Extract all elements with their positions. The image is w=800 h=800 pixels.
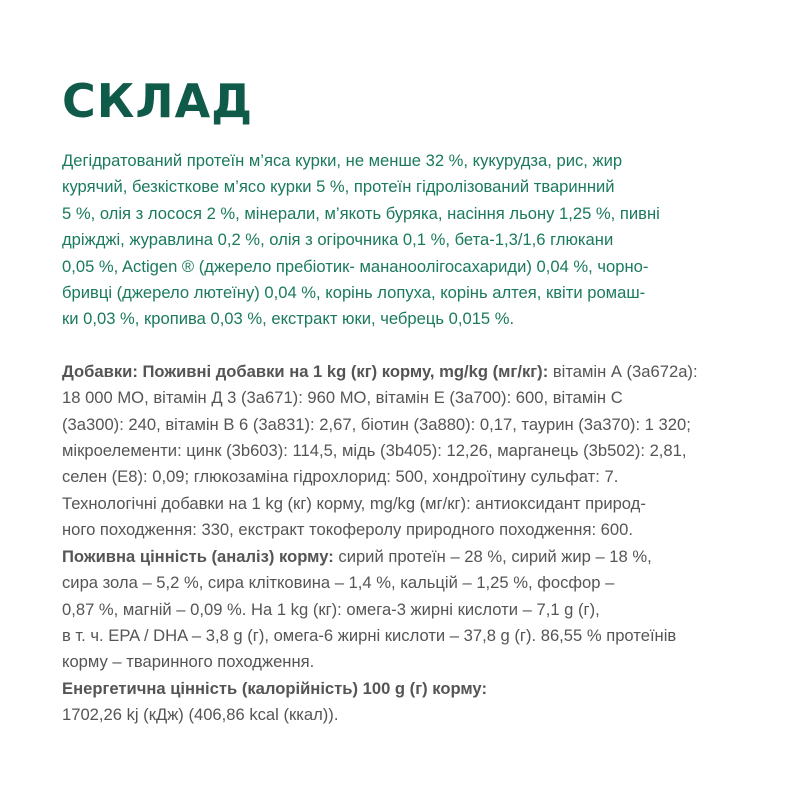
nutrition-line: 0,87 %, магній – 0,09 %. На 1 kg (кг): омега-3 жирні кислоти – 7,1 g (г), [62,599,600,619]
composition-line: дріжджі, журавлина 0,2 %, олія з огірочника 0,1 %, бета-1,3/1,6 глюкани [62,230,614,250]
page-title: СКЛАД [62,74,254,128]
energy-line: 1702,26 kj (кДж) (406,86 kcal (ккал)). [62,705,339,725]
composition-line: бривці (джерело лютеїну) 0,04 %, корінь лопуха, корінь алтея, квіти ромаш- [62,283,646,303]
nutrition-line: в т. ч. EPA / DHA – 3,8 g (г), омега-6 жирні кислоти – 37,8 g (г). 86,55 % протеїнів [62,625,677,645]
additives-line: селен (Е8): 0,09; глюкозаміна гідрохлорид: 500, хондроїтину сульфат: 7. [62,467,619,487]
additives-label: Добавки: Поживні добавки на 1 kg (кг) корму, mg/kg (мг/кг): [62,361,549,381]
energy-label: Енергетична цінність (калорійність) 100 g (г) корму: [62,678,487,698]
additives-line: мікроелементи: цинк (3b603): 114,5, мідь (3b405): 12,26, марганець (3b502): 2,81, [62,441,687,461]
nutrition-line: сира зола – 5,2 %, сира клітковина – 1,4 %, кальцій – 1,25 %, фосфор – [62,573,615,593]
composition-line: 5 %, олія з лосося 2 %, мінерали, м’якоть буряка, насіння льону 1,25 %, пивні [62,203,660,223]
additives-text: вітамін А (3а672а): [548,361,698,381]
nutrition-line [62,544,752,570]
composition-line: Дегідратований протеїн м’яса курки, не менше 32 %, кукурудза, рис, жир [62,151,623,170]
composition-text [62,148,752,333]
composition-line: ки 0,03 %, кропива 0,03 %, екстракт юки, чебрець 0,015 %. [62,309,515,329]
composition-line: курячий, безкісткове м’ясо курки 5 %, протеїн гідролізований тваринний [62,177,615,197]
nutrition-text: сирий протеїн – 28 %, сирий жир – 18 %, [333,546,652,566]
nutrition-label: Поживна цінність (аналіз) корму: [62,546,334,566]
energy-line [62,676,752,702]
additives-line: ного походження: 330, екстракт токоферолу природного походження: 600. [62,520,633,540]
nutrition-line: корму – тваринного походження. [62,652,315,672]
composition-line: 0,05 %, Actigen ® (джерело пребіотик- мананоолігосахариди) 0,04 %, чорно- [62,256,649,276]
additives-section [62,359,752,729]
ingredients-panel [62,74,752,729]
additives-line: 18 000 МО, вітамін Д 3 (3а671): 960 МО, вітамін Е (3а700): 600, вітамін С [62,388,623,408]
additives-line: (3а300): 240, вітамін В 6 (3а831): 2,67, біотин (3а880): 0,17, таурин (3а370): 1 320; [62,414,691,434]
additives-line: Технологічні добавки на 1 kg (кг) корму, mg/kg (мг/кг): антиоксидант природ- [62,493,646,513]
additives-line [62,359,752,385]
